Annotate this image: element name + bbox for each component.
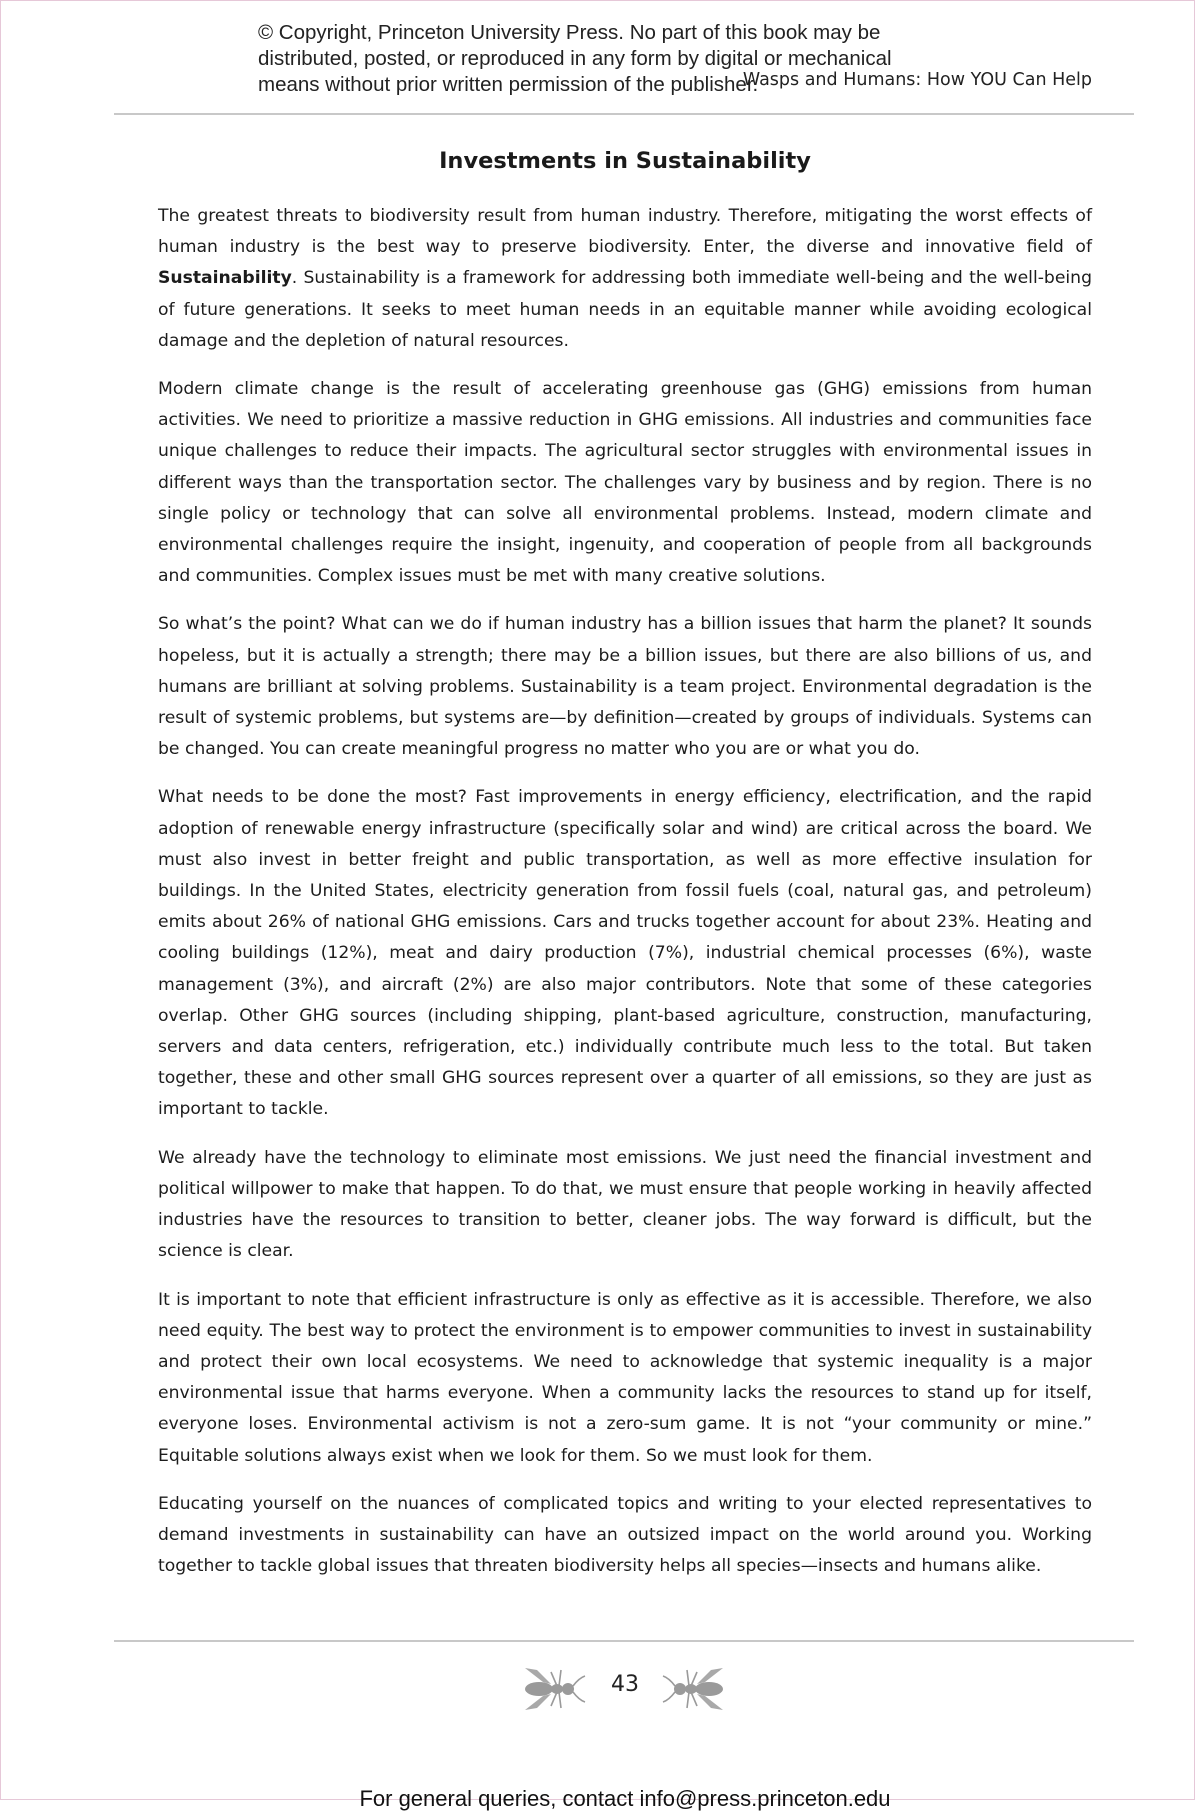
folio bbox=[0, 1660, 1195, 1720]
paragraph-1 bbox=[158, 201, 1092, 357]
body-text bbox=[158, 201, 1092, 1599]
paragraph-3: So what’s the point? What can we do if human industry has a billion issues that harm the planet? It sounds hopeless, but it is actually a strength; there may be a billion issues, but there are also billions of us, and humans are brilliant at solving problems. Sustainability is a team project. Environmental degradation is the result of systemic problems, but systems are—by definition—created by groups of individuals. Systems can be changed. You can create meaningful progress no matter who you are or what you do. bbox=[158, 614, 1092, 760]
page-number: 43 bbox=[611, 1672, 639, 1697]
paragraph-1-text-start: The greatest threats to biodiversity result from human industry. Therefore, mitigating the worst effects of human industry is the best way to preserve biodiversity. Enter, the diverse and innovative field of bbox=[158, 206, 1092, 258]
contact-line: For general queries, contact info@press.princeton.edu bbox=[359, 1786, 891, 1811]
footer-rule bbox=[114, 1640, 1134, 1642]
paragraph-7: Educating yourself on the nuances of complicated topics and writing to your elected representatives to demand investments in sustainability can have an outsized impact on the world around you. Working together to tackle global issues that threaten biodiversity helps all species—insects and humans alike. bbox=[158, 1493, 1092, 1577]
sustainability-term: Sustainability bbox=[158, 268, 292, 289]
wasp-icon bbox=[661, 1664, 731, 1714]
paragraph-6: It is important to note that efficient infrastructure is only as effective as it is accessible. Therefore, we also need equity. The best way to protect the environment is to empower communities to invest in sustainability and protect their own local ecosystems. We need to acknowledge that systemic inequality is a major environmental issue that harms everyone. When a community lacks the resources to stand up for itself, everyone loses. Environmental activism is not a zero-sum game. It is not “your community or mine.” Equitable solutions always exist when we look for them. So we must look for them. bbox=[158, 1289, 1092, 1466]
wasp-icon bbox=[517, 1664, 587, 1714]
section-title: Investments in Sustainability bbox=[439, 148, 811, 174]
paragraph-1-text-end: . Sustainability is a framework for addressing both immediate well-being and the well-being of future generations. It seeks to meet human needs in an equitable manner while avoiding ecological damage and the depletion of natural resources. bbox=[158, 268, 1092, 351]
running-head: Wasps and Humans: How YOU Can Help bbox=[742, 70, 1092, 90]
header-rule bbox=[114, 113, 1134, 115]
paragraph-5: We already have the technology to eliminate most emissions. We just need the financial investment and political willpower to make that happen. To do that, we must ensure that people working in heavily affected industries have the resources to transition to better, cleaner jobs. The way forward is difficult, but the science is clear. bbox=[158, 1147, 1092, 1262]
paragraph-4: What needs to be done the most? Fast improvements in energy efficiency, electrification, and the rapid adoption of renewable energy infrastructure (specifically solar and wind) are critical across the board. We must also invest in better freight and public transportation, as well as more effective insulation for buildings. In the United States, electricity generation from fossil fuels (coal, natural gas, and petroleum) emits about 26% of national GHG emissions. Cars and trucks together account for about 23%. Heating and cooling buildings (12%), meat and dairy production (7%), industrial chemical processes (6%), waste management (3%), and aircraft (2%) are also major contributors. Note that some of these categories overlap. Other GHG sources (including shipping, plant-based agriculture, construction, manufacturing, servers and data centers, refrigeration, etc.) individually contribute much less to the total. But taken together, these and other small GHG sources represent over a quarter of all emissions, so they are just as important to tackle. bbox=[158, 787, 1092, 1120]
paragraph-2: Modern climate change is the result of accelerating greenhouse gas (GHG) emissions from human activities. We need to prioritize a massive reduction in GHG emissions. All industries and communities face unique challenges to reduce their impacts. The agricultural sector struggles with environmental issues in different ways than the transportation sector. The challenges vary by business and by region. There is no single policy or technology that can solve all environmental problems. Instead, modern climate and environmental challenges require the insight, ingenuity, and cooperation of people from all backgrounds and communities. Complex issues must be met with many creative solutions. bbox=[158, 379, 1092, 587]
copyright-notice: © Copyright, Princeton University Press. No part of this book may be distributed, posted, or reproduced in any form by digital or mechanical means without prior written permission of the publisher. bbox=[258, 21, 892, 96]
